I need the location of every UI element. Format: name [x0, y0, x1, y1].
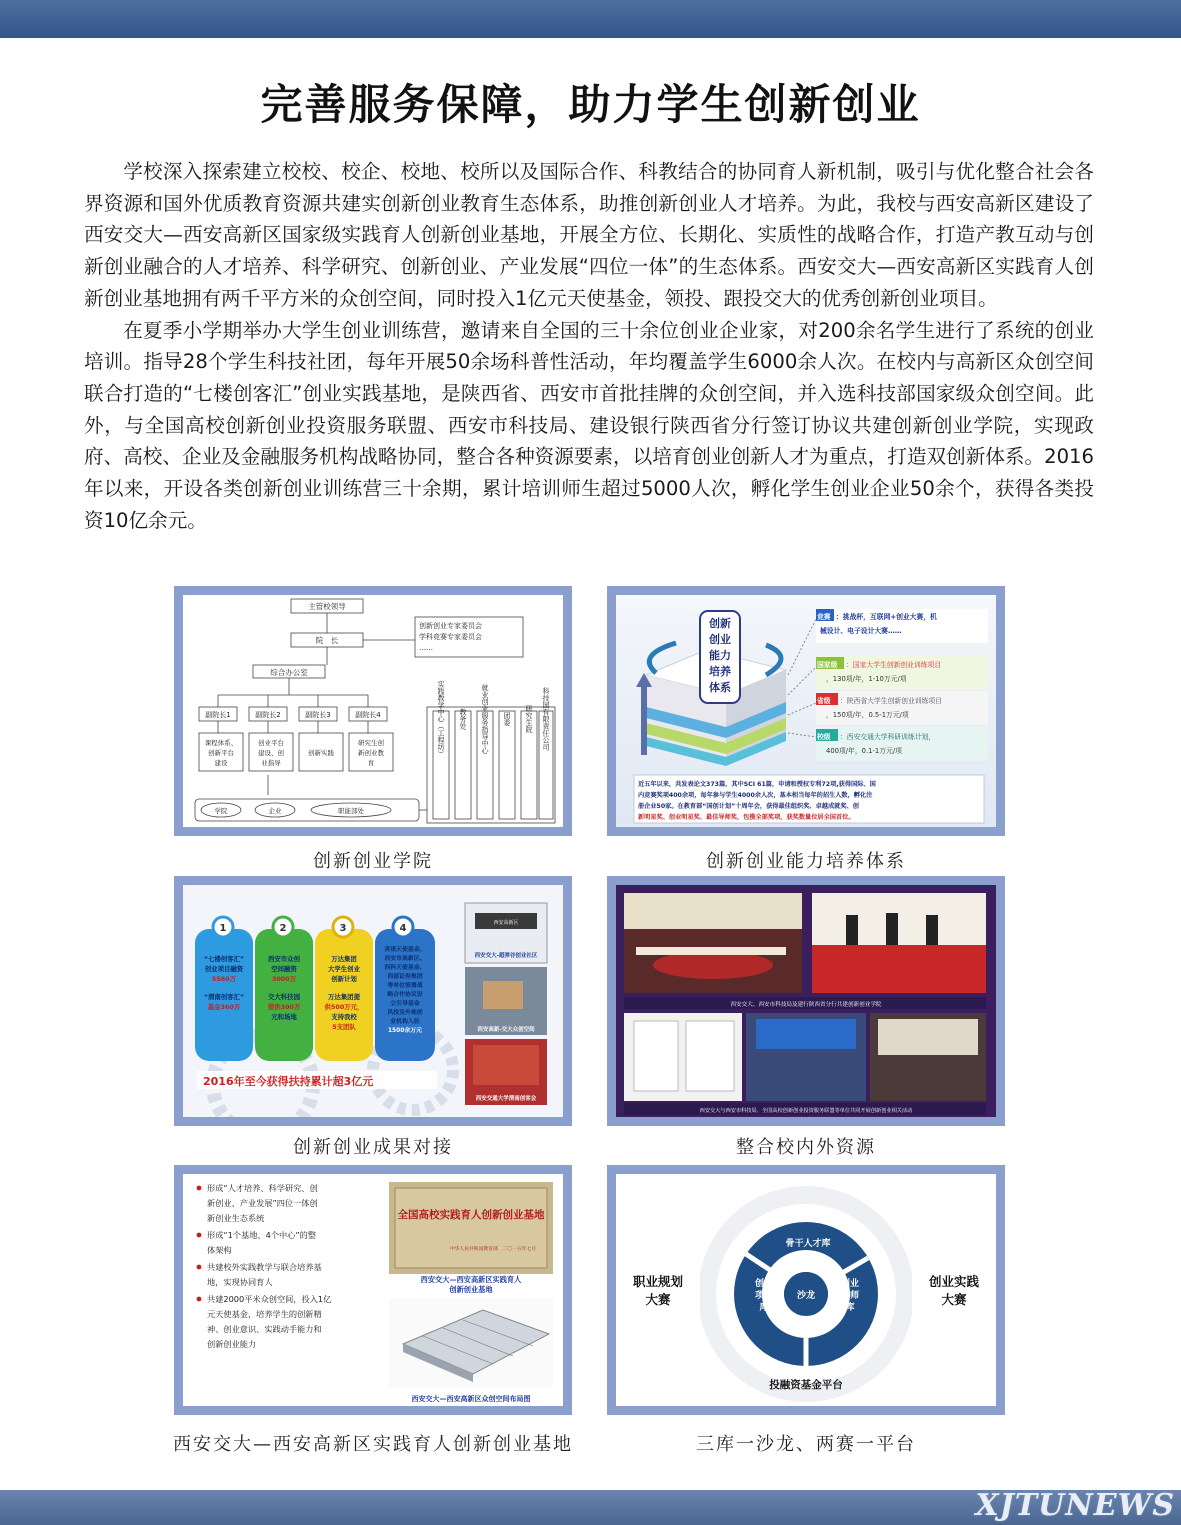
results-c1e: 基金360万 — [207, 1003, 241, 1011]
results-c4f: 略合作协议设 — [387, 992, 423, 998]
system-level1-text: ：挑战杯，互联网+创业大赛，机 — [836, 613, 937, 621]
results-c1c: 5580万 — [211, 975, 237, 983]
org-dept-4b: 新创业教 — [358, 749, 384, 757]
org-dean: 院 长 — [315, 636, 339, 645]
results-c3g: 5支团队 — [332, 1023, 356, 1031]
article-body — [84, 156, 1094, 536]
org-side-4: 团委 — [503, 712, 511, 726]
platform-right-2: 大赛 — [941, 1292, 967, 1307]
resources-strip-2: 西安交大与西安市科技局、全国高校创新创业投资服务联盟等单位共同开展创新创业相关活动 — [699, 1108, 913, 1114]
org-side-6: 科技园有限责任公司 — [542, 687, 550, 751]
figure-training-system — [607, 586, 1005, 836]
results-c2c: 3000万 — [271, 975, 297, 983]
results-c4g: 立引导基金 — [390, 1001, 420, 1007]
org-vice-4: 副院长4 — [355, 711, 381, 719]
org-dept-1c: 建设 — [214, 759, 228, 767]
system-label-2: 创业 — [709, 633, 731, 646]
org-bottom-2: 企业 — [268, 807, 282, 815]
system-level1-text2: 械设计、电子设计大赛…… — [820, 627, 902, 635]
results-photo-1: 西安交大-超弹谷创业社区 — [474, 953, 538, 959]
org-dept-1a: 课程体系、 — [204, 739, 238, 747]
base-bullet-1a: 形成“人才培养、科学研究、创 — [207, 1183, 318, 1193]
org-vice-1: 副院长1 — [205, 711, 231, 719]
system-level2-text2: ，130项/年，1-10万元/项 — [826, 675, 907, 683]
figure-practice-base — [174, 1165, 572, 1415]
base-photo-cap-1: 西安交大—西安高新区实践育人 — [420, 1275, 522, 1284]
org-vice-2: 副院长2 — [255, 711, 281, 719]
org-committee-2: 学科竞赛专家委员会 — [419, 633, 482, 641]
system-note-1: 近五年以来，共发表论文373篇，其中SCI 61篇，申请和授权专利72项,获得国际、国 — [638, 781, 876, 788]
top-banner — [0, 0, 1181, 38]
results-c2d: 交大科技园 — [268, 993, 300, 1001]
org-committee-3: …… — [419, 644, 433, 652]
caption-results: 创新创业成果对接 — [293, 1137, 453, 1158]
system-level3-text2: ，150项/年，0.5-1万元/项 — [826, 711, 909, 719]
results-num-3: 3 — [339, 923, 347, 934]
caption-training-system: 创新创业能力培养体系 — [706, 851, 906, 872]
base-bullet-2b: 体架构 — [207, 1245, 232, 1255]
system-level1-tag: 竞赛 — [817, 613, 831, 621]
base-bullet-1b: 新创业、产业发展”四位一体创 — [207, 1198, 318, 1208]
resources-strip-1: 西安交大、西安市科技局及建行陕西省分行共建创新创业学院 — [730, 1002, 882, 1008]
figure-results — [174, 876, 572, 1126]
org-bottom-3: 职能部处 — [338, 807, 364, 815]
results-c2b: 空间融资 — [271, 965, 297, 973]
results-c2f: 元和场地 — [271, 1013, 297, 1021]
paragraph-2: 在夏季小学期举办大学生创业训练营，邀请来自全国的三十余位创业企业家，对200余名学生进行了系统的创业培训。指导28个学生科技社团，每年开展50余场科普性活动，年均覆盖学生6000余人次。在校内与高新区众创空间联合打造的“七楼创客汇”创业实践基地，是陕西省、西安市首批挂牌的众创空间，并入选科技部国家级众创空间。此外，与全国高校创新创业投资服务联盟、西安市科技局、建设银行陕西省分行签订协议共建创新创业学院，实现政府、高校、企业及金融服务机构战略协同，整合各种资源要素，以培育创业创新人才为重点，打造双创新体系。2016年以来，开设各类创新创业训练营三十余期，累计培训师生超过5000人次，孵化学生创业企业50余个，获得各类投资10亿余元。 — [84, 318, 1094, 532]
system-label-4: 培养 — [709, 665, 731, 678]
results-c3c: 创新计划 — [331, 975, 357, 983]
results-c1b: 创业项目融资 — [204, 965, 244, 973]
results-c3e: 供500万元， — [324, 1003, 364, 1011]
org-vice-3: 副院长3 — [305, 711, 331, 719]
base-layout-cap: 西安交大—西安高新区众创空间布局图 — [411, 1395, 531, 1403]
platform-mleft-1: 创业 — [754, 1279, 774, 1289]
org-dept-3a: 创新实践 — [308, 749, 334, 757]
system-label-5: 体系 — [709, 681, 731, 694]
results-c1d: “渭南创客汇” — [203, 993, 245, 1001]
platform-left-2: 大赛 — [645, 1292, 671, 1307]
results-num-4: 4 — [399, 923, 407, 934]
results-c3d: 万达集团提 — [328, 993, 360, 1001]
base-bullet-4c: 神、创业意识、实践动手能力和 — [207, 1324, 322, 1334]
base-plaque-small: 中华人民共和国教育部 二〇一五年七月 — [449, 1247, 537, 1252]
results-c2e: 提供300万 — [267, 1003, 301, 1011]
base-bullet-4a: 共建2000平米众创空间，投入1亿 — [207, 1294, 332, 1304]
base-bullet-4d: 创新创业能力 — [207, 1339, 257, 1349]
system-level3-tag: 省级 — [817, 697, 831, 705]
results-c4i: 业机构入驻 — [390, 1019, 420, 1025]
system-level2-text: ：国家大学生创新创业训练项目 — [846, 661, 942, 669]
org-dept-2c: 业指导 — [261, 759, 281, 767]
results-num-1: 1 — [219, 923, 227, 934]
results-c4d: 西部证券集团 — [387, 974, 423, 980]
org-office: 综合办公室 — [270, 668, 308, 677]
results-num-2: 2 — [279, 923, 287, 934]
system-level4-text2: 400项/年，0.1-1万元/项 — [826, 747, 902, 755]
results-sign: 西安高新区 — [493, 920, 519, 926]
org-dept-1b: 创新平台 — [208, 749, 234, 757]
results-photo-3: 西安交通大学渭南创客会 — [475, 1096, 537, 1102]
results-c2a: 西安市众创 — [268, 955, 300, 963]
org-side-3: 就业创业服务指导中心 — [481, 684, 489, 754]
figure-org-chart — [174, 586, 572, 836]
platform-mright-2: 导师 — [840, 1291, 860, 1301]
system-note-3: 册企业50家。在教育部“国创计划”十周年会，获得最佳组织奖、卓越成就奖、创 — [638, 803, 859, 810]
system-label-3: 能力 — [709, 649, 731, 662]
org-side-2: 教务处 — [459, 708, 467, 730]
platform-right: 创业实践 — [928, 1274, 980, 1289]
caption-platform: 三库一沙龙、两赛一平台 — [696, 1434, 916, 1455]
platform-mright-1: 创业 — [840, 1279, 860, 1289]
paragraph-1: 学校深入探索建立校校、校企、校地、校所以及国际合作、科教结合的协同育人新机制，吸引与优化整合社会各界资源和国外优质教育资源共建实创新创业教育生态体系，助推创新创业人才培养。为此，我校与西安高新区建设了西安交大—西安高新区国家级实践育人创新创业基地，开展全方位、长期化、实质性的战略合作，打造产教互动与创新创业融合的人才培养、科学研究、创新创业、产业发展“四位一体”的生态体系。西安交大—西安高新区实践育人创新创业基地拥有两千平方米的众创空间，同时投入1亿元天使基金，领投、跟投交大的优秀创新创业项目。 — [84, 160, 1094, 310]
caption-practice-base: 西安交大—西安高新区实践育人创新创业基地 — [173, 1434, 573, 1455]
platform-top: 骨干人才库 — [785, 1239, 831, 1249]
org-leader: 主管校领导 — [308, 602, 346, 611]
system-level3-text: ：陕西省大学生创新创业训练项目 — [840, 697, 942, 705]
base-bullet-2a: 形成“1个基地、4个中心”的整 — [207, 1230, 316, 1240]
results-photo-2: 西安高新-交大众创空间 — [477, 1027, 535, 1033]
platform-mleft-2: 项目 — [754, 1291, 774, 1301]
system-label-1: 创新 — [709, 617, 731, 630]
results-c1a: “七楼创客汇” — [203, 955, 245, 963]
system-level2-tag: 国家级 — [817, 661, 838, 669]
results-c4j: 1500余万元 — [387, 1028, 423, 1034]
org-side-1: 实践教学中心（工程坊） — [437, 680, 445, 758]
results-c4c: 西科天使基金、 — [384, 965, 426, 971]
base-bullet-1c: 新创业生态系统 — [207, 1213, 265, 1223]
results-banner: 2016年至今获得扶持累计超3亿元 — [203, 1075, 374, 1088]
platform-left: 职业规划 — [632, 1274, 684, 1289]
platform-center: 沙龙 — [796, 1291, 816, 1301]
platform-mright-3: 库 — [845, 1303, 855, 1313]
platform-mleft-3: 库 — [759, 1303, 769, 1313]
caption-resources: 整合校内外资源 — [736, 1137, 876, 1158]
base-plaque: 全国高校实践育人创新创业基地 — [397, 1209, 545, 1221]
caption-org-chart: 创新创业学院 — [313, 851, 433, 872]
system-note-2: 内竞赛奖项400余项，每年参与学生4000余人次，基本相当每年的招生人数，孵化注 — [638, 792, 873, 799]
org-committee-1: 创新创业专家委员会 — [419, 622, 482, 630]
org-dept-2b: 建设、创 — [258, 749, 284, 757]
base-bullet-3a: 共建校外实践教学与联合培养基 — [207, 1262, 322, 1272]
results-c3f: 支持我校 — [331, 1013, 357, 1021]
org-bottom-1: 学院 — [214, 807, 228, 815]
org-dept-4c: 育 — [367, 759, 375, 767]
page-title: 完善服务保障，助力学生创新创业 — [260, 80, 921, 129]
base-photo-cap-2: 创新创业基地 — [449, 1285, 493, 1294]
base-bullet-4b: 元天使基金，培养学生的创新精 — [207, 1309, 322, 1319]
platform-bottom: 投融资基金平台 — [769, 1379, 843, 1391]
results-c4e: 等单位签署战 — [387, 983, 423, 989]
base-bullet-3b: 地，实现协同育人 — [207, 1277, 273, 1287]
results-c3a: 万达集团 — [331, 955, 357, 963]
org-side-5: 研究生院 — [525, 705, 533, 733]
figure-platform — [607, 1165, 1005, 1415]
watermark-logo: XJTUNEWS — [975, 1488, 1175, 1523]
org-dept-4a: 研究生创 — [358, 739, 384, 747]
org-dept-2a: 创业平台 — [258, 739, 284, 747]
results-c4h: 风投及外地创 — [387, 1010, 423, 1016]
system-note-4: 新明星奖、创业明星奖、最佳导师奖，包揽全部奖项，获奖数量位居全国首位。 — [638, 814, 855, 821]
figure-resources — [607, 876, 1005, 1126]
results-c4a: 英诺天使基金、 — [384, 947, 426, 953]
system-level4-tag: 校级 — [817, 733, 831, 741]
results-c3b: 大学生创业 — [328, 965, 360, 973]
system-level4-text: ：西安交通大学科研训练计划， — [840, 733, 936, 741]
results-c4b: 西安市高新区、 — [384, 956, 426, 962]
